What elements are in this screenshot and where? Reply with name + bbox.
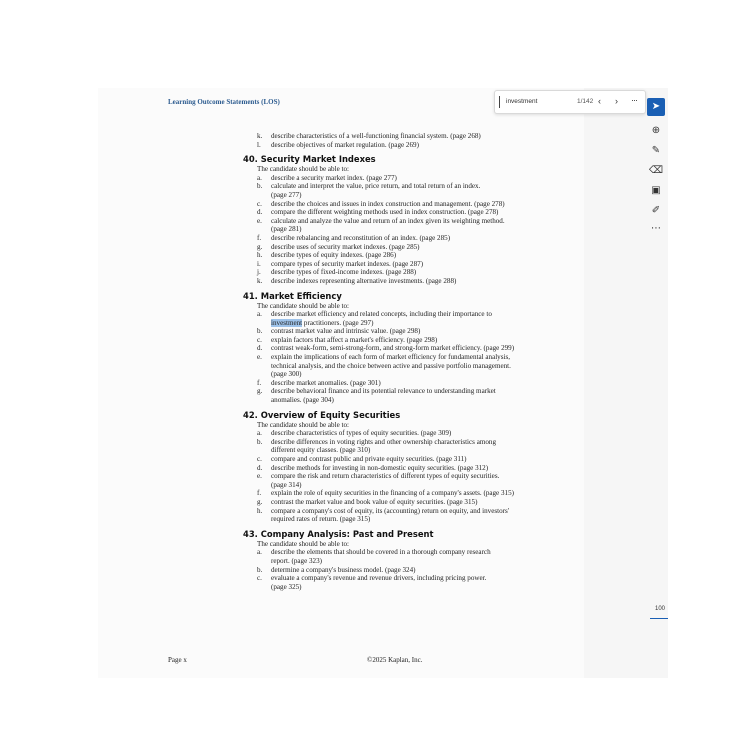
section-intro: The candidate should be able to: [257,420,349,429]
item-letter: e. [257,472,262,481]
item-text: describe differences in voting rights and other ownership characteristics among [271,437,497,446]
item-continuation [243,319,563,328]
item-letter: c. [257,199,262,208]
item-text: describe market efficiency and related concepts, including their importance to [271,310,492,319]
los-item [243,268,563,277]
los-item [243,379,563,388]
section-heading: 42. Overview of Equity Securities [243,409,401,420]
zoom-icon[interactable]: ⊕ [651,125,661,136]
item-text: describe the choices and issues in index construction and management. (page 278) [271,199,505,208]
los-item [243,353,563,362]
los-item [243,429,563,438]
item-letter: d. [257,208,263,217]
item-text: contrast weak-form, semi-strong-form, and strong-form market efficiency. (page 299) [271,344,515,353]
item-continuation: report. (page 323) [271,556,323,565]
item-letter: a. [257,173,262,182]
item-letter: b. [257,327,263,336]
los-item [243,498,563,507]
find-bar [494,90,646,114]
item-continuation: technical analysis, and the choice between active and passive portfolio management. [271,361,511,370]
more-tools-icon[interactable]: ⋯ [651,223,661,234]
item-text: describe methods for investing in non-domestic equity securities. (page 312) [271,463,489,472]
item-text: describe indexes representing alternative investments. (page 288) [271,276,457,285]
item-letter: e. [257,353,262,362]
item-continuation: (page 281) [271,225,302,234]
item-text: calculate and analyze the value and return of an index given its weighting method. [271,216,505,225]
los-item [243,243,563,252]
item-letter: a. [257,548,262,557]
los-item [243,260,563,269]
item-text: compare a company's cost of equity, its (accounting) return on equity, and investors' [271,506,510,515]
los-item [243,344,563,353]
los-item [243,132,563,141]
item-continuation: (page 277) [271,190,302,199]
item-letter: h. [257,251,263,260]
item-text: evaluate a company's revenue and revenue drivers, including pricing power. [271,574,487,583]
los-item [243,566,563,575]
los-item [243,472,563,481]
item-continuation: (page 314) [271,480,302,489]
item-text: practitioners. (page 297) [302,318,374,327]
section-intro: The candidate should be able to: [257,165,349,174]
item-text: compare the different weighting methods used in index construction. (page 278) [271,208,499,217]
item-letter: g. [257,242,263,251]
select-pointer-icon[interactable]: ➤ [647,98,665,116]
item-letter: c. [257,455,262,463]
previous-match-button[interactable]: ‹ [598,96,601,106]
item-letter: j. [257,268,261,277]
next-match-button[interactable]: › [615,96,618,106]
item-letter: d. [257,463,263,472]
los-item [243,336,563,345]
section-heading: 40. Security Market Indexes [243,154,376,165]
item-letter: c. [257,574,262,583]
los-item [243,489,563,498]
zoom-level[interactable]: 100 [655,606,666,612]
item-text: explain the role of equity securities in the financing of a company's assets. (page 315) [271,489,514,498]
los-item [243,174,563,183]
item-text: contrast the market value and book value of equity securities. (page 315) [271,497,478,506]
find-input[interactable]: investment [506,98,538,105]
los-item [243,327,563,336]
copyright: ©2025 Kaplan, Inc. [367,656,423,664]
item-text: describe a security market index. (page 277) [271,173,397,182]
los-item [243,548,563,557]
los-item [243,310,563,319]
item-continuation: required rates of return. (page 315) [271,515,371,524]
pen-icon[interactable]: ✎ [651,145,661,156]
highlighter-icon[interactable]: ✐ [651,205,661,216]
item-text: describe rebalancing and reconstitution of an index. (page 285) [271,233,451,242]
item-letter: k. [257,276,263,285]
item-letter: f. [257,489,262,498]
los-item [243,438,563,447]
los-item [243,455,563,464]
los-item [243,141,563,150]
item-letter: a. [257,310,262,319]
los-item [243,507,563,516]
los-item [243,200,563,209]
los-item [243,574,563,583]
los-item [243,251,563,260]
item-text: compare types of security market indexes. (page 287) [271,259,424,268]
los-item [243,277,563,286]
item-letter: i. [257,259,261,268]
item-continuation: different equity classes. (page 310) [271,446,371,455]
item-letter: f. [257,378,262,387]
section-intro: The candidate should be able to: [257,539,349,548]
item-letter: c. [257,335,262,344]
item-text: determine a company's business model. (page 324) [271,565,416,574]
page-number: Page x [168,656,187,664]
annotation-toolbar [646,92,666,242]
more-options-button[interactable]: ··· [631,95,637,105]
item-continuation: (page 300) [271,370,302,379]
los-item [243,217,563,226]
los-list [243,132,563,591]
item-text: describe market anomalies. (page 301) [271,378,381,387]
item-text: calculate and interpret the value, price return, and total return of an index. [271,182,481,191]
item-letter: a. [257,429,262,438]
text-box-icon[interactable]: ▣ [651,185,661,196]
item-text: explain the implications of each form of market efficiency for fundamental analysis, [271,353,510,362]
item-continuation: anomalies. (page 304) [271,396,334,405]
item-letter: e. [257,216,262,225]
match-count: 1/142 [577,98,594,105]
section-heading: 41. Market Efficiency [243,290,342,301]
page-header: Learning Outcome Statements (LOS) [168,98,280,106]
los-item [243,234,563,243]
los-item [243,464,563,473]
section-heading: 43. Company Analysis: Past and Present [243,528,434,539]
item-text: describe types of equity indexes. (page 286) [271,251,397,260]
item-text: describe types of fixed-income indexes. (page 288) [271,268,417,277]
item-text: describe characteristics of a well-functioning financial system. (page 268) [271,132,481,140]
search-match-highlight: investment [271,318,303,327]
item-letter: f. [257,233,262,242]
item-letter: l. [257,140,261,149]
item-text: describe objectives of market regulation. (page 269) [271,140,419,149]
item-letter: b. [257,565,263,574]
item-text: describe the elements that should be covered in a thorough company research [271,548,491,557]
item-letter: k. [257,132,263,140]
item-text: describe behavioral finance and its potential relevance to understanding market [271,387,496,396]
item-text: describe characteristics of types of equity securities. (page 309) [271,429,452,438]
zoom-indicator [650,618,668,619]
item-letter: d. [257,344,263,353]
los-item [243,208,563,217]
item-continuation: (page 325) [271,582,302,591]
item-letter: b. [257,437,263,446]
item-letter: h. [257,506,263,515]
item-letter: b. [257,182,263,191]
item-text: describe uses of security market indexes. (page 285) [271,242,420,251]
eraser-icon[interactable]: ⌫ [648,165,664,176]
item-text: compare the risk and return characteristics of different types of equity securities. [271,472,500,481]
item-text: contrast market value and intrinsic value. (page 298) [271,327,421,336]
item-letter: g. [257,387,263,396]
item-letter: g. [257,497,263,506]
los-item [243,182,563,191]
los-item [243,387,563,396]
section-intro: The candidate should be able to: [257,301,349,310]
text-cursor [499,96,500,108]
item-text: explain factors that affect a market's efficiency. (page 298) [271,335,438,344]
item-text: compare and contrast public and private equity securities. (page 311) [271,455,467,463]
